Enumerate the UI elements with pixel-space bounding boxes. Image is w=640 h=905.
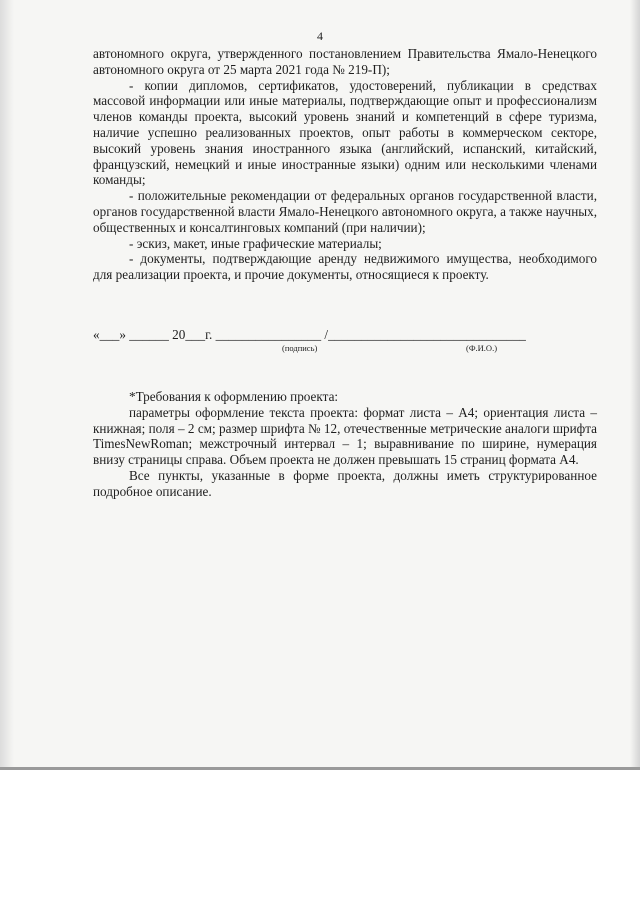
list-item-sketches: - эскиз, макет, иные графические материалы; <box>129 235 382 251</box>
list-item-lease-documents: - документы, подтверждающие аренду недвижимого имущества, необходимого для реализации проекта, и прочие документы, относящиеся к проекту. <box>93 251 597 283</box>
page-number: 4 <box>317 29 323 43</box>
signature-date-line: «___» ______ 20___г. ________________ /______________________________ <box>93 327 526 342</box>
scan-shadow-right <box>630 0 640 767</box>
signature-caption: (подпись) <box>282 343 318 353</box>
requirements-section <box>93 389 597 500</box>
fio-caption: (Ф.И.О.) <box>466 343 498 353</box>
closing-text: Все пункты, указанные в форме проекта, должны иметь структурированное подробное описание. <box>93 467 597 499</box>
paragraph-continuation: автономного округа, утвержденного постановлением Правительства Ямало-Ненецкого автономного округа от 25 марта 2021 года № 219-П); <box>93 46 597 77</box>
requirements-text: параметры оформление текста проекта: формат листа – А4; ориентация листа – книжная; поля – 2 см; размер шрифта № 12, отечественные метрические аналоги шрифта TimesNewRoman; межстрочный интервал – 1; выравнивание по ширине, нумерация внизу страницы справа. Объем проекта не должен превышать 15 страниц формата А4. <box>93 404 597 468</box>
document-list-section <box>93 46 597 283</box>
scan-shadow-left <box>0 0 14 767</box>
requirements-title: *Требования к оформлению проекта: <box>129 389 339 404</box>
list-item-diplomas: - копии дипломов, сертификатов, удостоверений, публикации в средствах массовой информации или иные материалы, подтверждающие опыт и профессионализм членов команды проекта, высокий уровень знаний и компетенций в сфере туризма, наличие успешно реализованных проектов, опыт работы в коммерческом секторе, высокий уровень знания иностранного языка (английский, испанский, китайский, французский, немецкий и иные иностранные языки) одним или несколькими членами команды; <box>93 77 597 188</box>
list-item-recommendations: - положительные рекомендации от федеральных органов государственной власти, органов государственной власти Ямало-Ненецкого автономного округа, а также научных, общественных и консалтинговых компаний (при наличии); <box>93 188 597 235</box>
